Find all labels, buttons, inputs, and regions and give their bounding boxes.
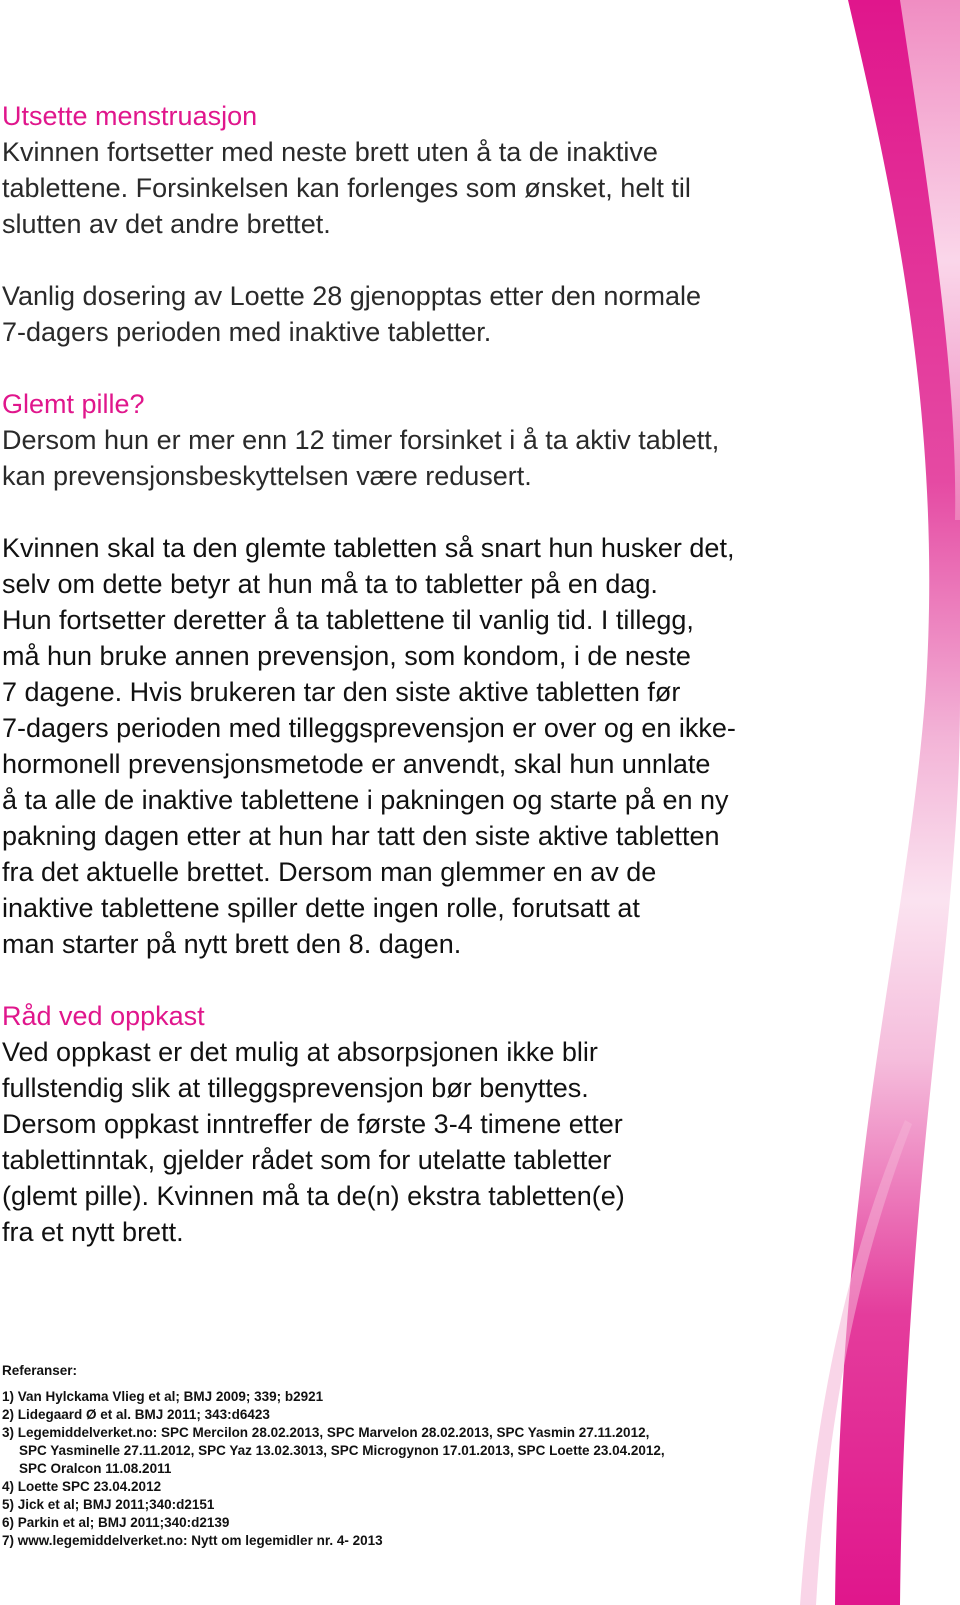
spacer	[2, 350, 802, 386]
spacer	[2, 962, 802, 998]
paragraph-forgotten-1: Dersom hun er mer enn 12 timer forsinket i å ta aktiv tablett, kan prevensjonsbeskyttelsen være redusert.	[2, 425, 720, 491]
spacer	[2, 494, 802, 530]
reference-item: 4) Loette SPC 23.04.2012	[2, 1479, 162, 1494]
spacer	[2, 242, 802, 278]
paragraph-postpone-2: Vanlig dosering av Loette 28 gjenopptas etter den normale 7-dagers perioden med inaktive tabletter.	[2, 281, 701, 347]
paragraph-vomiting-1: Ved oppkast er det mulig at absorpsjonen ikke blir fullstendig slik at tilleggsprevensjon bør benyttes. Dersom oppkast inntreffer de første 3-4 timene etter tablettinntak, gjelder rådet som for utelatte tabletter (glemt pille). Kvinnen må ta de(n) ekstra tabletten(e) fra et nytt brett.	[2, 1037, 625, 1247]
reference-item: 7) www.legemiddelverket.no: Nytt om legemidler nr. 4- 2013	[2, 1533, 383, 1548]
reference-item: 1) Van Hylckama Vlieg et al; BMJ 2009; 339; b2921	[2, 1389, 324, 1404]
heading-vomiting-advice: Råd ved oppkast	[2, 1001, 205, 1031]
references-section	[2, 1362, 762, 1550]
references-title: Referanser:	[2, 1363, 78, 1378]
reference-item: 3) Legemiddelverket.no: SPC Mercilon 28.02.2013, SPC Marvelon 28.02.2013, SPC Yasmin 27.11.2012,	[2, 1425, 650, 1440]
heading-forgotten-pill: Glemt pille?	[2, 389, 145, 419]
heading-postpone-menstruation: Utsette menstruasjon	[2, 101, 258, 131]
paragraph-forgotten-2: Kvinnen skal ta den glemte tabletten så snart hun husker det, selv om dette betyr at hun må ta to tabletter på en dag. Hun fortsetter deretter å ta tablettene til vanlig tid. I tillegg, må hun bruke annen prevensjon, som kondom, i de neste 7 dagene. Hvis brukeren tar den siste aktive tabletten før 7-dagers perioden med tilleggsprevensjon er over og en ikke- hormonell prevensjonsmetode er anvendt, skal hun unnlate å ta alle de inaktive tablettene i pakningen og starte på en ny pakning dagen etter at hun har tatt den siste aktive tabletten fra det aktuelle brettet. Dersom man glemmer en av de inaktive tablettene spiller dette ingen rolle, forutsatt at man starter på nytt brett den 8. dagen.	[2, 533, 736, 959]
reference-item-continuation: SPC Yasminelle 27.11.2012, SPC Yaz 13.02.3013, SPC Microgynon 17.01.2013, SPC Loette 23.04.2012,	[19, 1443, 665, 1458]
main-content	[2, 98, 802, 1250]
paragraph-postpone-1: Kvinnen fortsetter med neste brett uten å ta de inaktive tablettene. Forsinkelsen kan forlenges som ønsket, helt til slutten av det andre brettet.	[2, 137, 691, 239]
reference-item-continuation: SPC Oralcon 11.08.2011	[19, 1461, 172, 1476]
reference-item: 5) Jick et al; BMJ 2011;340:d2151	[2, 1497, 215, 1512]
reference-item: 6) Parkin et al; BMJ 2011;340:d2139	[2, 1515, 230, 1530]
reference-item: 2) Lidegaard Ø et al. BMJ 2011; 343:d6423	[2, 1407, 270, 1422]
